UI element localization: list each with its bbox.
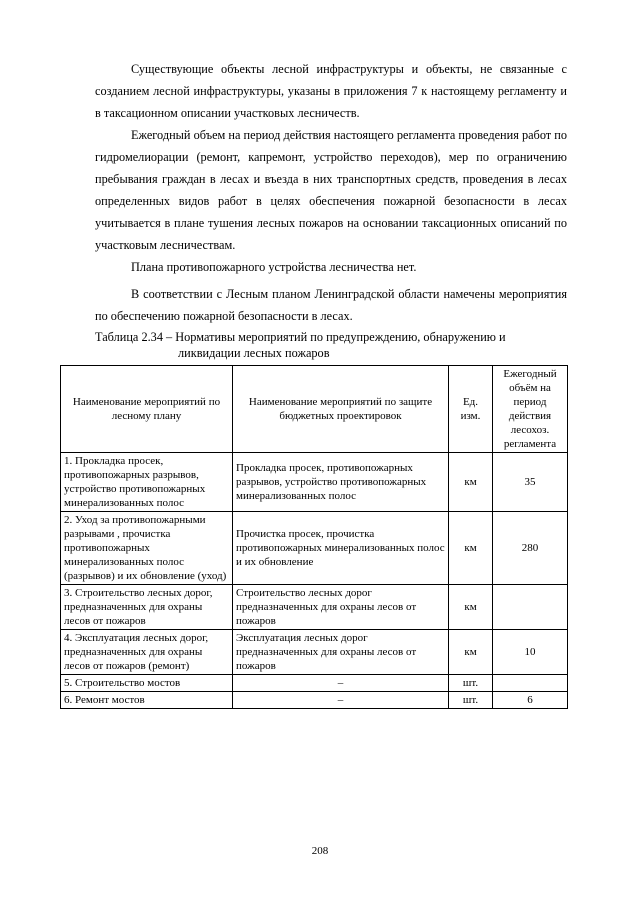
header-unit: Ед. изм. xyxy=(449,366,493,453)
page-number: 208 xyxy=(311,845,329,857)
cell-annual-volume: 35 xyxy=(493,453,568,512)
paragraph-2: Ежегодный объем на период действия настоящего регламента проведения работ по гидромелиорации (ремонт, капремонт, устройство переходов), мер по ограничению пребывания граждан в лесах и въезда в них транспортных средств, проведения в лесах определенных видов работ в целях обеспечения пожарной безопасности в лесах учитывается в плане тушения лесных пожаров на основании таксационных описаний по участковым лесничествам. xyxy=(95,128,567,252)
cell-annual-volume: 10 xyxy=(493,630,568,675)
cell-plan-measure: 3. Строительство лесных дорог, предназначенных для охраны лесов от пожаров xyxy=(61,585,233,630)
table-row xyxy=(61,585,568,630)
table-row xyxy=(61,630,568,675)
cell-annual-volume xyxy=(493,585,568,630)
cell-budget-measure: Прочистка просек, прочистка противопожарных минерализованных полос и их обновление xyxy=(233,512,449,585)
table-row xyxy=(61,675,568,692)
cell-plan-measure: 5. Строительство мостов xyxy=(61,675,233,692)
table-row xyxy=(61,453,568,512)
cell-budget-measure: Эксплуатация лесных дорог предназначенных для охраны лесов от пожаров xyxy=(233,630,449,675)
cell-unit: км xyxy=(449,453,493,512)
cell-unit: шт. xyxy=(449,675,493,692)
table-header-row xyxy=(61,366,568,453)
cell-unit: км xyxy=(449,630,493,675)
cell-unit: шт. xyxy=(449,692,493,709)
cell-budget-measure: Прокладка просек, противопожарных разрывов, устройство противопожарных минерализованных полос xyxy=(233,453,449,512)
table-row xyxy=(61,512,568,585)
paragraph-3: Плана противопожарного устройства лесничества нет. xyxy=(131,260,417,274)
cell-annual-volume: 280 xyxy=(493,512,568,585)
cell-budget-measure: – xyxy=(233,692,449,709)
table-caption xyxy=(95,329,565,361)
norms-table xyxy=(60,365,568,709)
cell-plan-measure: 4. Эксплуатация лесных дорог, предназначенных для охраны лесов от пожаров (ремонт) xyxy=(61,630,233,675)
table-caption-line2: ликвидации лесных пожаров xyxy=(178,346,330,360)
paragraph-1: Существующие объекты лесной инфраструктуры и объекты, не связанные с созданием лесной инфраструктуры, указаны в приложения 7 к настоящему регламенту и в таксационном описании участковых лесничеств. xyxy=(95,62,567,120)
header-plan-measure: Наименование мероприятий по лесному плану xyxy=(61,366,233,453)
cell-plan-measure: 6. Ремонт мостов xyxy=(61,692,233,709)
cell-plan-measure: 2. Уход за противопожарными разрывами , прочистка противопожарных минерализованных полос (разрывов) и их обновление (уход) xyxy=(61,512,233,585)
header-annual-volume: Ежегодный объём на период действия лесохоз. регламента xyxy=(493,366,568,453)
cell-budget-measure: Строительство лесных дорог предназначенных для охраны лесов от пожаров xyxy=(233,585,449,630)
paragraph-4: В соответствии с Лесным планом Ленинградской области намечены мероприятия по обеспечению пожарной безопасности в лесах. xyxy=(95,287,567,323)
header-budget-measure: Наименование мероприятий по защите бюджетных проектировок xyxy=(233,366,449,453)
cell-plan-measure: 1. Прокладка просек, противопожарных разрывов, устройство противопожарных минерализованных полос xyxy=(61,453,233,512)
cell-annual-volume: 6 xyxy=(493,692,568,709)
table-row xyxy=(61,692,568,709)
cell-unit: км xyxy=(449,512,493,585)
cell-annual-volume xyxy=(493,675,568,692)
table-caption-line1: Таблица 2.34 – Нормативы мероприятий по предупреждению, обнаружению и xyxy=(95,330,506,344)
cell-budget-measure: – xyxy=(233,675,449,692)
cell-unit: км xyxy=(449,585,493,630)
